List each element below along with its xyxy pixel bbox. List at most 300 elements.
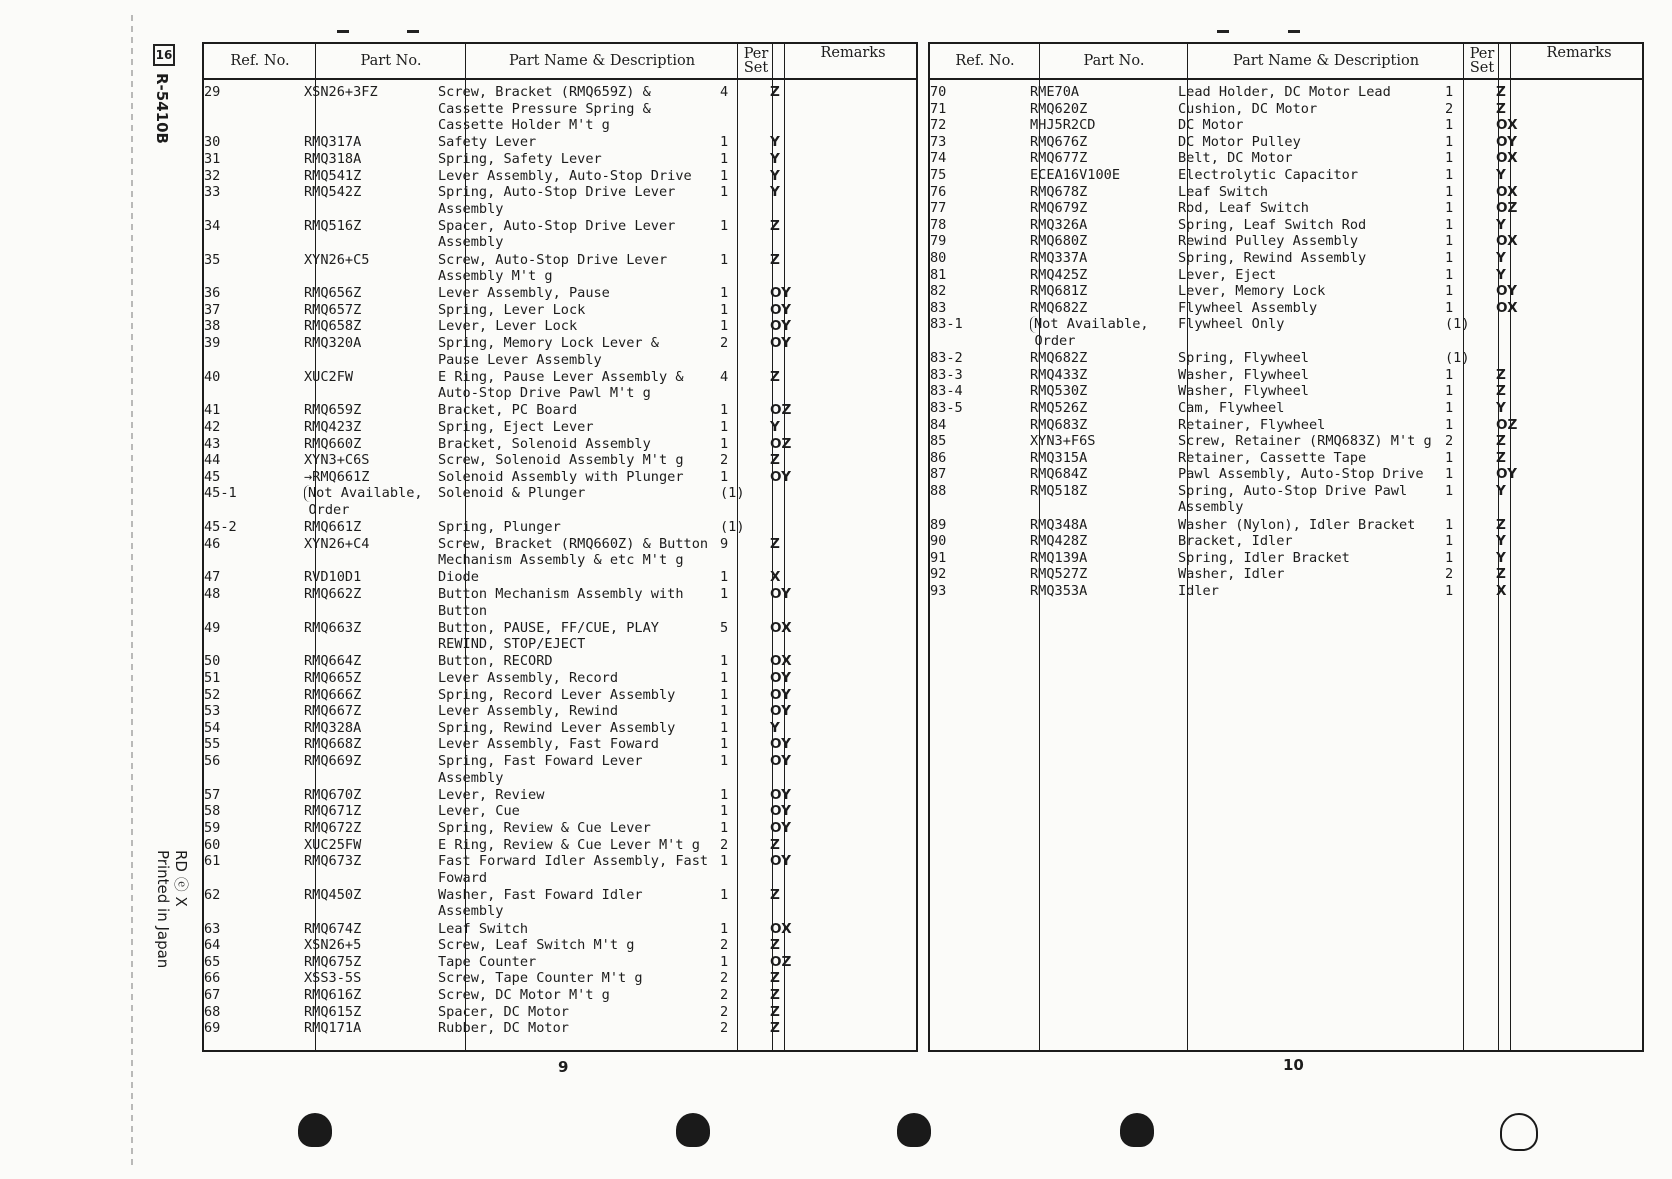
part-description (438, 670, 618, 687)
part-description (1178, 417, 1325, 434)
ref-no: 83-3 (930, 366, 963, 383)
description-line: Tape Counter (438, 953, 537, 970)
description-line: Lever, Review (438, 786, 545, 803)
header-ref-no: Ref. No. (230, 53, 290, 69)
part-no: RMQ675Z (304, 953, 362, 970)
part-no: RMQ663Z (304, 619, 362, 636)
part-no: RMQ328A (304, 719, 362, 736)
description-line: Lever, Cue (438, 803, 520, 820)
part-description (438, 252, 667, 285)
remarks: Z (770, 836, 780, 853)
part-description (1178, 200, 1309, 217)
remarks: OY (770, 670, 791, 686)
description-line: Screw, DC Motor M't g (438, 986, 610, 1003)
per-set: 1 (720, 419, 729, 435)
per-set: 1 (720, 301, 729, 318)
ref-no: 90 (930, 533, 947, 550)
ref-no: 59 (204, 819, 221, 836)
remarks: Y (770, 419, 780, 435)
ref-no: 57 (204, 786, 221, 803)
part-no: RMQ425Z (1030, 266, 1088, 283)
per-set: 2 (720, 452, 729, 469)
remarks: Z (770, 251, 780, 268)
ref-no: 44 (204, 452, 221, 469)
ref-no: 38 (204, 318, 221, 335)
description-line: Spring, Flywheel (1178, 350, 1309, 367)
description-line: Assembly (438, 903, 504, 920)
description-line: Auto-Stop Drive Pawl M't g (438, 385, 651, 402)
part-description (1178, 84, 1391, 101)
per-set: 1 (1445, 449, 1454, 466)
ref-no: 41 (204, 402, 221, 419)
part-description (438, 921, 528, 938)
per-set: 1 (720, 853, 729, 870)
per-set: 1 (720, 886, 729, 903)
header-part-no: Part No. (360, 53, 422, 69)
per-set: 1 (1445, 399, 1454, 416)
remarks: Y (770, 719, 780, 736)
description-line: E Ring, Pause Lever Assembly & (438, 368, 684, 385)
remarks: OY (770, 586, 791, 602)
description-line: Screw, Auto-Stop Drive Lever (438, 251, 668, 268)
part-no: RMQ662Z (304, 586, 362, 602)
ref-no: 58 (204, 803, 221, 820)
ref-no: 53 (204, 703, 221, 720)
description-line: Cushion, DC Motor (1178, 100, 1318, 117)
part-description (438, 1020, 569, 1037)
remarks: OX (1496, 183, 1518, 200)
description-line: Pause Lever Assembly (438, 351, 602, 368)
ref-no: 83-5 (930, 399, 963, 416)
description-line: Pawl Assembly, Auto-Stop Drive (1178, 466, 1424, 483)
ref-no: 54 (204, 719, 221, 736)
part-no: RMQ620Z (1030, 100, 1088, 117)
part-no: RVD10D1 (304, 569, 362, 586)
part-description (438, 452, 684, 469)
part-description (438, 402, 577, 419)
part-no: RMQ674Z (304, 920, 362, 937)
remarks: OY (1496, 283, 1517, 300)
per-set: 1 (1445, 233, 1454, 250)
remarks: OY (770, 736, 791, 753)
remarks: Z (770, 970, 780, 987)
punch-hole (1120, 1113, 1154, 1147)
part-no-note: Order (308, 501, 350, 518)
part-description (438, 1004, 569, 1021)
per-set: 2 (720, 1003, 729, 1020)
description-line: Spring, Safety Lever (438, 150, 602, 167)
description-line: Spring, Rewind Lever Assembly (438, 719, 676, 736)
description-line: Assembly (438, 769, 504, 786)
ref-no: 78 (930, 216, 947, 233)
part-no: RMQ433Z (1030, 366, 1088, 383)
remarks: Y (1496, 216, 1506, 233)
part-description (1178, 433, 1432, 450)
imprint-line1: RD ⓔ X (172, 850, 190, 907)
header-description: Part Name & Description (1232, 53, 1420, 69)
part-no: RMQ672Z (304, 819, 362, 836)
description-line: Lever Assembly, Auto-Stop Drive (438, 167, 692, 184)
description-line: Flywheel Assembly (1178, 299, 1318, 316)
part-no: RMQ680Z (1030, 233, 1088, 250)
ref-no: 80 (930, 250, 947, 266)
per-set: (1) (1445, 316, 1470, 333)
description-line: Screw, Tape Counter M't g (438, 970, 643, 987)
part-no: RMQ678Z (1030, 183, 1088, 200)
per-set: 1 (720, 402, 729, 419)
description-line: Electrolytic Capacitor (1178, 167, 1359, 183)
per-set: 5 (720, 619, 729, 636)
ref-no: 34 (204, 217, 221, 234)
per-set: 1 (720, 318, 729, 335)
part-description (1178, 283, 1325, 300)
description-line: Lever, Eject (1178, 266, 1277, 283)
register-mark (1217, 30, 1229, 33)
parts-table-right (928, 42, 1644, 1052)
description-line: Solenoid & Plunger (438, 485, 586, 502)
header-per-set: Per Set (1469, 46, 1495, 76)
per-set: 2 (720, 1020, 729, 1037)
remarks: Y (1496, 266, 1506, 283)
description-line: Spring, Auto-Stop Drive Pawl (1178, 482, 1408, 499)
remarks: OZ (1496, 416, 1518, 433)
binding-rule (131, 15, 133, 1165)
part-description (438, 151, 602, 168)
description-line: Lever, Lever Lock (438, 318, 578, 335)
part-no: RMQ669Z (304, 753, 362, 769)
part-no: XUC25FW (304, 836, 362, 853)
per-set: 1 (1445, 283, 1454, 300)
description-line: Bracket, Idler (1178, 533, 1293, 550)
remarks: OZ (770, 435, 792, 452)
ref-no: 83-4 (930, 383, 963, 400)
description-line: Diode (438, 569, 479, 586)
ref-no: 35 (204, 251, 221, 268)
remarks: OX (770, 920, 792, 937)
part-description (438, 485, 585, 502)
part-description (1178, 167, 1358, 184)
part-no: ECEA16V100E (1030, 167, 1121, 183)
part-description (1178, 367, 1309, 384)
remarks: OY (770, 686, 791, 703)
page-tag-number: 16 (153, 44, 175, 66)
description-line: Lead Holder, DC Motor Lead (1178, 84, 1391, 100)
per-set: 1 (1445, 366, 1454, 383)
remarks: Z (770, 368, 780, 385)
ref-no: 29 (204, 84, 221, 100)
per-set: 2 (1445, 433, 1454, 450)
description-line: Spring, Plunger (438, 519, 561, 536)
parts-table-left (202, 42, 918, 1052)
part-no: →RMQ661Z (304, 468, 370, 485)
per-set: 2 (720, 335, 729, 351)
ref-no: 92 (930, 566, 947, 583)
remarks: Z (770, 1003, 780, 1020)
description-line: Button Mechanism Assembly with (438, 586, 684, 602)
part-no: RMQ676Z (1030, 133, 1088, 150)
description-line: Button, RECORD (438, 653, 553, 670)
description-line: Screw, Bracket (RMQ660Z) & Button (438, 535, 709, 552)
part-no: RME70A (1030, 84, 1080, 100)
description-line: Spring, Leaf Switch Rod (1178, 216, 1367, 233)
part-no: RMQ684Z (1030, 466, 1088, 483)
part-description (438, 519, 561, 536)
model-number: R-5410B (153, 73, 171, 144)
description-line: Button (438, 602, 488, 619)
ref-no: 45 (204, 468, 221, 485)
part-description (1178, 350, 1309, 367)
part-no: Not Available, (304, 485, 423, 502)
ref-no: 85 (930, 433, 947, 450)
per-set: 1 (720, 569, 729, 586)
part-no: RMQ139A (1030, 549, 1088, 566)
part-description (438, 803, 520, 820)
ref-no: 64 (204, 937, 221, 954)
ref-no: 51 (204, 670, 221, 686)
part-description (1178, 466, 1424, 483)
per-set: 1 (1445, 466, 1454, 483)
part-no: RMQ423Z (304, 419, 362, 435)
per-set: 1 (1445, 516, 1454, 533)
part-description (438, 369, 684, 402)
header-ref-no: Ref. No. (955, 53, 1015, 69)
part-description (1178, 566, 1284, 583)
per-set: 1 (720, 167, 729, 184)
part-no: XYN26+C4 (304, 535, 370, 552)
per-set: 1 (1445, 117, 1454, 134)
remarks: Z (1496, 383, 1506, 400)
per-set: 1 (1445, 250, 1454, 266)
table-header (930, 44, 1642, 80)
part-no: RMQ667Z (304, 703, 362, 720)
per-set: 1 (1445, 299, 1454, 316)
per-set: 1 (720, 786, 729, 803)
part-description (438, 335, 659, 368)
description-line: Screw, Bracket (RMQ659Z) & (438, 84, 651, 100)
table-header (204, 44, 916, 80)
remarks: X (770, 569, 781, 586)
part-description (1178, 217, 1366, 234)
description-line: Washer, Fast Foward Idler (438, 886, 643, 903)
description-line: DC Motor (1178, 117, 1244, 134)
part-no: RMQ664Z (304, 653, 362, 670)
ref-no: 42 (204, 419, 221, 435)
part-no: RMQ516Z (304, 217, 362, 234)
remarks: OX (1496, 117, 1518, 134)
punch-hole (676, 1113, 710, 1147)
part-description (438, 853, 708, 886)
imprint-line2: Printed in Japan (154, 850, 172, 969)
part-description (1178, 117, 1243, 134)
remarks: Z (1496, 516, 1506, 533)
description-line: Bracket, PC Board (438, 402, 578, 419)
ref-no: 48 (204, 586, 221, 602)
remarks: OY (770, 468, 791, 485)
remarks: Y (1496, 167, 1506, 183)
part-no: RMQ518Z (1030, 482, 1088, 499)
part-description (1178, 583, 1219, 600)
remarks: OX (770, 619, 792, 636)
part-description (1178, 134, 1301, 151)
ref-no: 66 (204, 970, 221, 987)
ref-no: 83 (930, 299, 947, 316)
remarks: Z (1496, 433, 1506, 450)
imprint (154, 850, 190, 1020)
per-set: 1 (720, 753, 729, 769)
part-no: RMQ659Z (304, 402, 362, 419)
remarks: Y (1496, 549, 1506, 566)
per-set: 9 (720, 535, 729, 552)
part-description (438, 302, 585, 319)
description-line: Assembly M't g (438, 268, 553, 285)
ref-no: 43 (204, 435, 221, 452)
part-description (438, 318, 577, 335)
description-line: Spring, Idler Bracket (1178, 549, 1350, 566)
ref-no: 49 (204, 619, 221, 636)
description-line: Assembly (1178, 499, 1244, 516)
description-line: Lever Assembly, Fast Foward (438, 736, 659, 753)
description-line: Lever, Memory Lock (1178, 283, 1326, 300)
part-no: XYN26+C5 (304, 251, 370, 268)
ref-no: 87 (930, 466, 947, 483)
part-description (438, 736, 659, 753)
part-description (438, 787, 544, 804)
description-line: Button, PAUSE, FF/CUE, PLAY (438, 619, 659, 636)
remarks: Z (1496, 100, 1506, 117)
register-mark (337, 30, 349, 33)
per-set: 1 (1445, 216, 1454, 233)
description-line: Leaf Switch (1178, 183, 1269, 200)
remarks: OY (770, 318, 791, 335)
description-line: Lever Assembly, Record (438, 670, 619, 686)
ref-no: 50 (204, 653, 221, 670)
part-no: RMQ658Z (304, 318, 362, 335)
per-set: 1 (1445, 183, 1454, 200)
description-line: E Ring, Review & Cue Lever M't g (438, 836, 700, 853)
remarks: OY (770, 819, 791, 836)
part-description (438, 687, 675, 704)
ref-no: 77 (930, 200, 947, 217)
per-set: 1 (720, 285, 729, 302)
description-line: Fast Forward Idler Assembly, Fast (438, 853, 709, 870)
ref-no: 88 (930, 482, 947, 499)
part-description (438, 586, 684, 619)
remarks: OY (770, 335, 791, 351)
ref-no: 60 (204, 836, 221, 853)
ref-no: 79 (930, 233, 947, 250)
part-no: RMQ682Z (1030, 299, 1088, 316)
ref-no: 89 (930, 516, 947, 533)
part-no: RMQ171A (304, 1020, 362, 1037)
part-description (438, 703, 618, 720)
ref-no: 33 (204, 184, 221, 201)
ref-no: 37 (204, 301, 221, 318)
per-set: 1 (1445, 200, 1454, 217)
description-line: Foward (438, 869, 488, 886)
description-line: Belt, DC Motor (1178, 150, 1293, 167)
part-no: RMQ353A (1030, 583, 1088, 599)
remarks: X (1496, 583, 1507, 599)
remarks: Y (1496, 250, 1506, 266)
part-description (438, 218, 675, 251)
part-description (438, 620, 659, 653)
description-line: Cassette Holder M't g (438, 117, 610, 134)
remarks: OZ (770, 953, 792, 970)
part-description (1178, 550, 1350, 567)
part-description (438, 134, 536, 151)
part-description (438, 469, 684, 486)
ref-no: 69 (204, 1020, 221, 1037)
per-set: 1 (720, 819, 729, 836)
description-line: Spring, Auto-Stop Drive Lever (438, 184, 676, 201)
part-no: RMQ665Z (304, 670, 362, 686)
per-set: (1) (1445, 350, 1470, 367)
per-set: 1 (720, 703, 729, 720)
description-line: Rewind Pulley Assembly (1178, 233, 1359, 250)
part-description (1178, 300, 1317, 317)
description-line: Cassette Pressure Spring & (438, 100, 651, 117)
part-description (438, 987, 610, 1004)
per-set: 1 (720, 653, 729, 670)
part-no: RMQ677Z (1030, 150, 1088, 167)
part-no: XYN3+C6S (304, 452, 370, 469)
page-tag (150, 44, 176, 264)
part-no: RMQ337A (1030, 250, 1088, 266)
per-set: 1 (720, 251, 729, 268)
part-no: RMQ656Z (304, 285, 362, 302)
per-set: 2 (720, 986, 729, 1003)
header-remarks: Remarks (1546, 45, 1612, 61)
description-line: Spring, Record Lever Assembly (438, 686, 676, 703)
ref-no: 31 (204, 150, 221, 167)
remarks: Z (770, 1020, 780, 1037)
remarks: OY (770, 753, 791, 769)
ref-no: 40 (204, 368, 221, 385)
ref-no: 67 (204, 986, 221, 1003)
part-no: RMQ530Z (1030, 383, 1088, 400)
description-line: Spacer, DC Motor (438, 1003, 569, 1020)
description-line: Bracket, Solenoid Assembly (438, 435, 651, 452)
remarks: OX (1496, 150, 1518, 167)
part-description (438, 419, 594, 436)
part-no: XSS3-5S (304, 970, 362, 987)
per-set: 2 (1445, 566, 1454, 583)
per-set: 1 (720, 670, 729, 686)
per-set: 1 (1445, 84, 1454, 100)
ref-no: 83-2 (930, 350, 963, 367)
ref-no: 62 (204, 886, 221, 903)
part-no: XSN26+3FZ (304, 84, 378, 100)
part-description (438, 954, 536, 971)
ref-no: 74 (930, 150, 947, 167)
part-no: RMQ666Z (304, 686, 362, 703)
per-set: 1 (720, 686, 729, 703)
header-per-set: Per Set (743, 46, 769, 76)
part-no: RMQ671Z (304, 803, 362, 820)
description-line: Screw, Leaf Switch M't g (438, 937, 635, 954)
description-line: Assembly (438, 200, 504, 217)
description-line: REWIND, STOP/EJECT (438, 636, 586, 653)
part-no-note: Order (1034, 332, 1076, 349)
remarks: Y (770, 134, 780, 151)
ref-no: 83-1 (930, 316, 963, 333)
per-set: 1 (720, 435, 729, 452)
part-description (1178, 483, 1407, 516)
part-no: Not Available, (1030, 316, 1149, 333)
part-description (438, 569, 479, 586)
register-mark (1288, 30, 1300, 33)
part-no: RMQ670Z (304, 786, 362, 803)
